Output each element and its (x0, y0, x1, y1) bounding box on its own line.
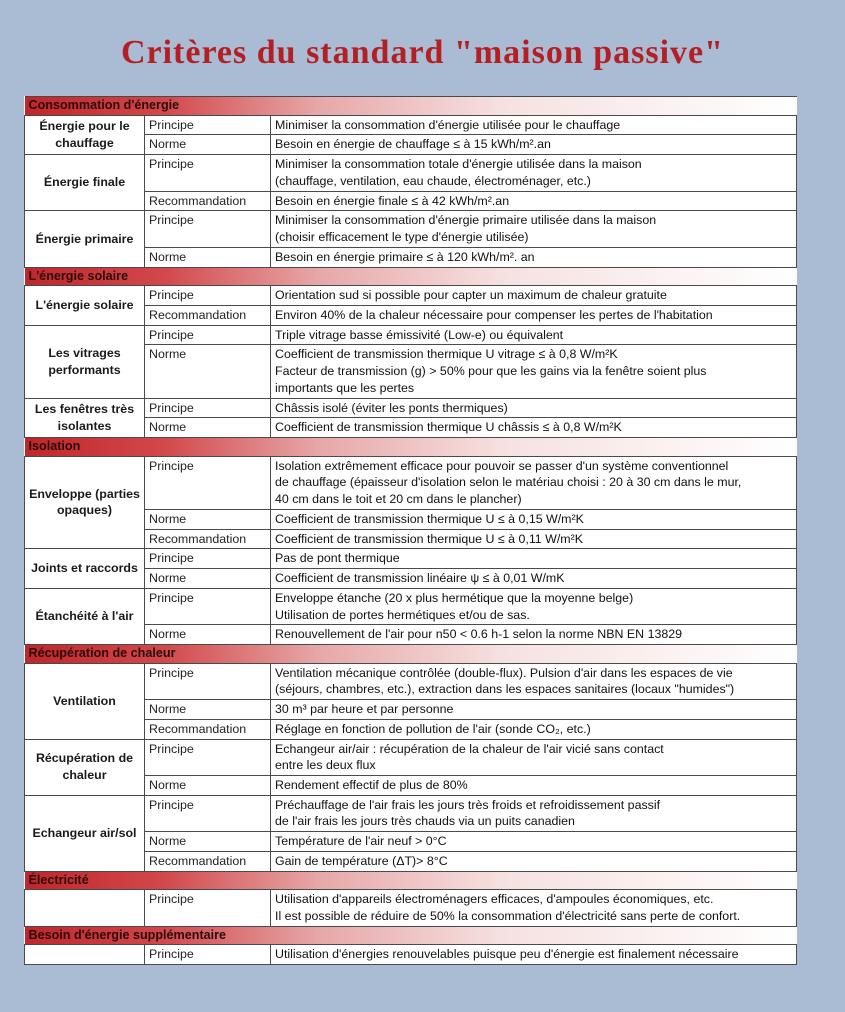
criterion-label: Énergie finale (25, 155, 145, 211)
criterion-label (25, 890, 145, 926)
criterion-label: Ventilation (25, 663, 145, 739)
criterion-description (271, 305, 797, 325)
description-line: (chauffage, ventilation, eau chaude, électroménager, etc.) (275, 173, 591, 188)
section-header: L'énergie solaire (25, 267, 797, 286)
criterion-description (271, 890, 797, 926)
description-line: Coefficient de transmission thermique U ≤ à 0,15 W/m²K (275, 511, 584, 526)
description-line: (séjours, chambres, etc.), extraction dans les espaces sanitaires (locaux "humides") (275, 682, 735, 697)
criterion-description (271, 418, 797, 438)
criterion-label: Les fenêtres très isolantes (25, 398, 145, 437)
section-header: Récupération de chaleur (25, 644, 797, 663)
description-line: Isolation extrêmement efficace pour pouvoir se passer d'un système conventionnel (275, 458, 729, 473)
criterion-description (271, 155, 797, 191)
criterion-type: Principe (145, 549, 271, 569)
description-line: entre les deux flux (275, 758, 376, 773)
criterion-description (271, 398, 797, 418)
description-line: Ventilation mécanique contrôlée (double-flux). Pulsion d'air dans les espaces de vie (275, 665, 733, 680)
description-line: Réglage en fonction de pollution de l'air (sonde CO₂, etc.) (275, 721, 591, 736)
criterion-type: Principe (145, 398, 271, 418)
criterion-type: Principe (145, 663, 271, 699)
description-line: Besoin en énergie de chauffage ≤ à 15 kWh/m².an (275, 137, 551, 152)
criterion-description (271, 529, 797, 549)
criterion-description (271, 700, 797, 720)
description-line: Triple vitrage basse émissivité (Low-e) ou équivalent (275, 327, 564, 342)
section-header: Isolation (25, 438, 797, 457)
criterion-description (271, 719, 797, 739)
criterion-description (271, 663, 797, 699)
criterion-label: Étanchéité à l'air (25, 588, 145, 644)
table-row (25, 211, 797, 247)
criterion-type: Norme (145, 418, 271, 438)
section-header-row (25, 644, 797, 663)
criterion-description (271, 739, 797, 775)
description-line: Coefficient de transmission thermique U vitrage ≤ à 0,8 W/m²K (275, 347, 618, 362)
description-line: Utilisation d'appareils électroménagers efficaces, d'ampoules économiques, etc. (275, 892, 714, 907)
description-line: 40 cm dans le toit et 20 cm dans le plancher) (275, 492, 522, 507)
criterion-description (271, 625, 797, 645)
section-header: Besoin d'énergie supplémentaire (25, 926, 797, 945)
criterion-description (271, 115, 797, 135)
criterion-type: Principe (145, 211, 271, 247)
description-line: Utilisation de portes hermétiques et/ou de sas. (275, 607, 530, 622)
criterion-type: Principe (145, 325, 271, 345)
description-line: Echangeur air/air : récupération de la chaleur de l'air vicié sans contact (275, 741, 664, 756)
criterion-label: Enveloppe (parties opaques) (25, 456, 145, 549)
criterion-description (271, 247, 797, 267)
criterion-label: Énergie primaire (25, 211, 145, 267)
criterion-description (271, 549, 797, 569)
criterion-description (271, 191, 797, 211)
description-line: importants que les pertes (275, 380, 415, 395)
criterion-label: Echangeur air/sol (25, 795, 145, 871)
section-header-row (25, 267, 797, 286)
description-line: Besoin en énergie primaire ≤ à 120 kWh/m². an (275, 249, 535, 264)
description-line: Température de l'air neuf > 0°C (275, 834, 447, 849)
criterion-label: Les vitrages performants (25, 325, 145, 398)
criterion-type: Principe (145, 795, 271, 831)
table-row (25, 115, 797, 135)
description-line: 30 m³ par heure et par personne (275, 702, 454, 717)
criterion-type: Norme (145, 247, 271, 267)
table-row (25, 549, 797, 569)
table-row (25, 325, 797, 345)
table-row (25, 398, 797, 418)
criterion-label: L'énergie solaire (25, 286, 145, 325)
criterion-description (271, 325, 797, 345)
criterion-type: Principe (145, 945, 271, 965)
criterion-type: Norme (145, 569, 271, 589)
criterion-type: Principe (145, 739, 271, 775)
criterion-label: Récupération de chaleur (25, 739, 145, 795)
description-line: Environ 40% de la chaleur nécessaire pour compenser les pertes de l'habitation (275, 307, 713, 322)
criterion-type: Norme (145, 625, 271, 645)
description-line: Orientation sud si possible pour capter un maximum de chaleur gratuite (275, 288, 667, 303)
page-title: Critères du standard "maison passive" (120, 34, 725, 71)
criterion-type: Recommandation (145, 719, 271, 739)
description-line: Minimiser la consommation d'énergie primaire utilisée dans la maison (275, 213, 657, 228)
description-line: Utilisation d'énergies renouvelables puisque peu d'énergie est finalement nécessaire (275, 947, 739, 962)
criterion-description (271, 345, 797, 398)
section-header-row (25, 926, 797, 945)
table-row (25, 945, 797, 965)
criterion-label: Joints et raccords (25, 549, 145, 588)
description-line: Gain de température (ΔT)> 8°C (275, 853, 448, 868)
criterion-type: Recommandation (145, 305, 271, 325)
table-row (25, 890, 797, 926)
criterion-type: Norme (145, 135, 271, 155)
criterion-type: Norme (145, 509, 271, 529)
criterion-description (271, 509, 797, 529)
criterion-type: Norme (145, 776, 271, 796)
criterion-type: Recommandation (145, 529, 271, 549)
description-line: de chauffage (épaisseur d'isolation selon le matériau choisi : 20 à 30 cm dans le mur, (275, 475, 742, 490)
criterion-type: Principe (145, 115, 271, 135)
description-line: Facteur de transmission (g) > 50% pour que les gains via la fenêtre soient plus (275, 364, 707, 379)
description-line: Coefficient de transmission thermique U châssis ≤ à 0,8 W/m²K (275, 420, 622, 435)
table-row (25, 588, 797, 624)
section-header: Électricité (25, 871, 797, 890)
criterion-description (271, 135, 797, 155)
criterion-type: Principe (145, 286, 271, 306)
section-header: Consommation d'énergie (25, 97, 797, 116)
table-row (25, 795, 797, 831)
criterion-description (271, 832, 797, 852)
criterion-type: Principe (145, 588, 271, 624)
description-line: Renouvellement de l'air pour n50 < 0.6 h-1 selon la norme NBN EN 13829 (275, 627, 683, 642)
description-line: Coefficient de transmission linéaire ψ ≤ à 0,01 W/mK (275, 571, 565, 586)
criterion-description (271, 569, 797, 589)
description-line: Préchauffage de l'air frais les jours très froids et refroidissement passif (275, 797, 661, 812)
criterion-type: Norme (145, 832, 271, 852)
table-row (25, 456, 797, 509)
description-line: Châssis isolé (éviter les ponts thermiques) (275, 400, 508, 415)
criterion-description (271, 945, 797, 965)
criterion-description (271, 456, 797, 509)
criterion-description (271, 588, 797, 624)
criterion-type: Principe (145, 155, 271, 191)
criterion-label: Énergie pour le chauffage (25, 115, 145, 154)
description-line: Minimiser la consommation totale d'énergie utilisée dans la maison (275, 157, 642, 172)
table-row (25, 155, 797, 191)
table-row (25, 663, 797, 699)
criterion-type: Principe (145, 456, 271, 509)
criterion-type: Recommandation (145, 191, 271, 211)
table-row (25, 286, 797, 306)
description-line: (choisir efficacement le type d'énergie utilisée) (275, 230, 529, 245)
description-line: Minimiser la consommation d'énergie utilisée pour le chauffage (275, 117, 621, 132)
criteria-table (24, 96, 797, 965)
criterion-type: Recommandation (145, 851, 271, 871)
criterion-description (271, 286, 797, 306)
table-row (25, 739, 797, 775)
section-header-row (25, 97, 797, 116)
criterion-type: Norme (145, 700, 271, 720)
criterion-description (271, 776, 797, 796)
description-line: Besoin en énergie finale ≤ à 42 kWh/m².an (275, 193, 510, 208)
section-header-row (25, 871, 797, 890)
description-line: Il est possible de réduire de 50% la consommation d'électricité sans perte de confort. (275, 909, 741, 924)
description-line: Coefficient de transmission thermique U ≤ à 0,11 W/m²K (275, 531, 583, 546)
description-line: Enveloppe étanche (20 x plus hermétique que la moyenne belge) (275, 590, 634, 605)
section-header-row (25, 438, 797, 457)
criterion-type: Principe (145, 890, 271, 926)
criterion-type: Norme (145, 345, 271, 398)
description-line: Pas de pont thermique (275, 551, 400, 566)
criterion-label (25, 945, 145, 965)
description-line: Rendement effectif de plus de 80% (275, 778, 468, 792)
criterion-description (271, 795, 797, 831)
description-line: de l'air frais les jours très chauds via un puits canadien (275, 814, 575, 829)
criterion-description (271, 211, 797, 247)
criterion-description (271, 851, 797, 871)
